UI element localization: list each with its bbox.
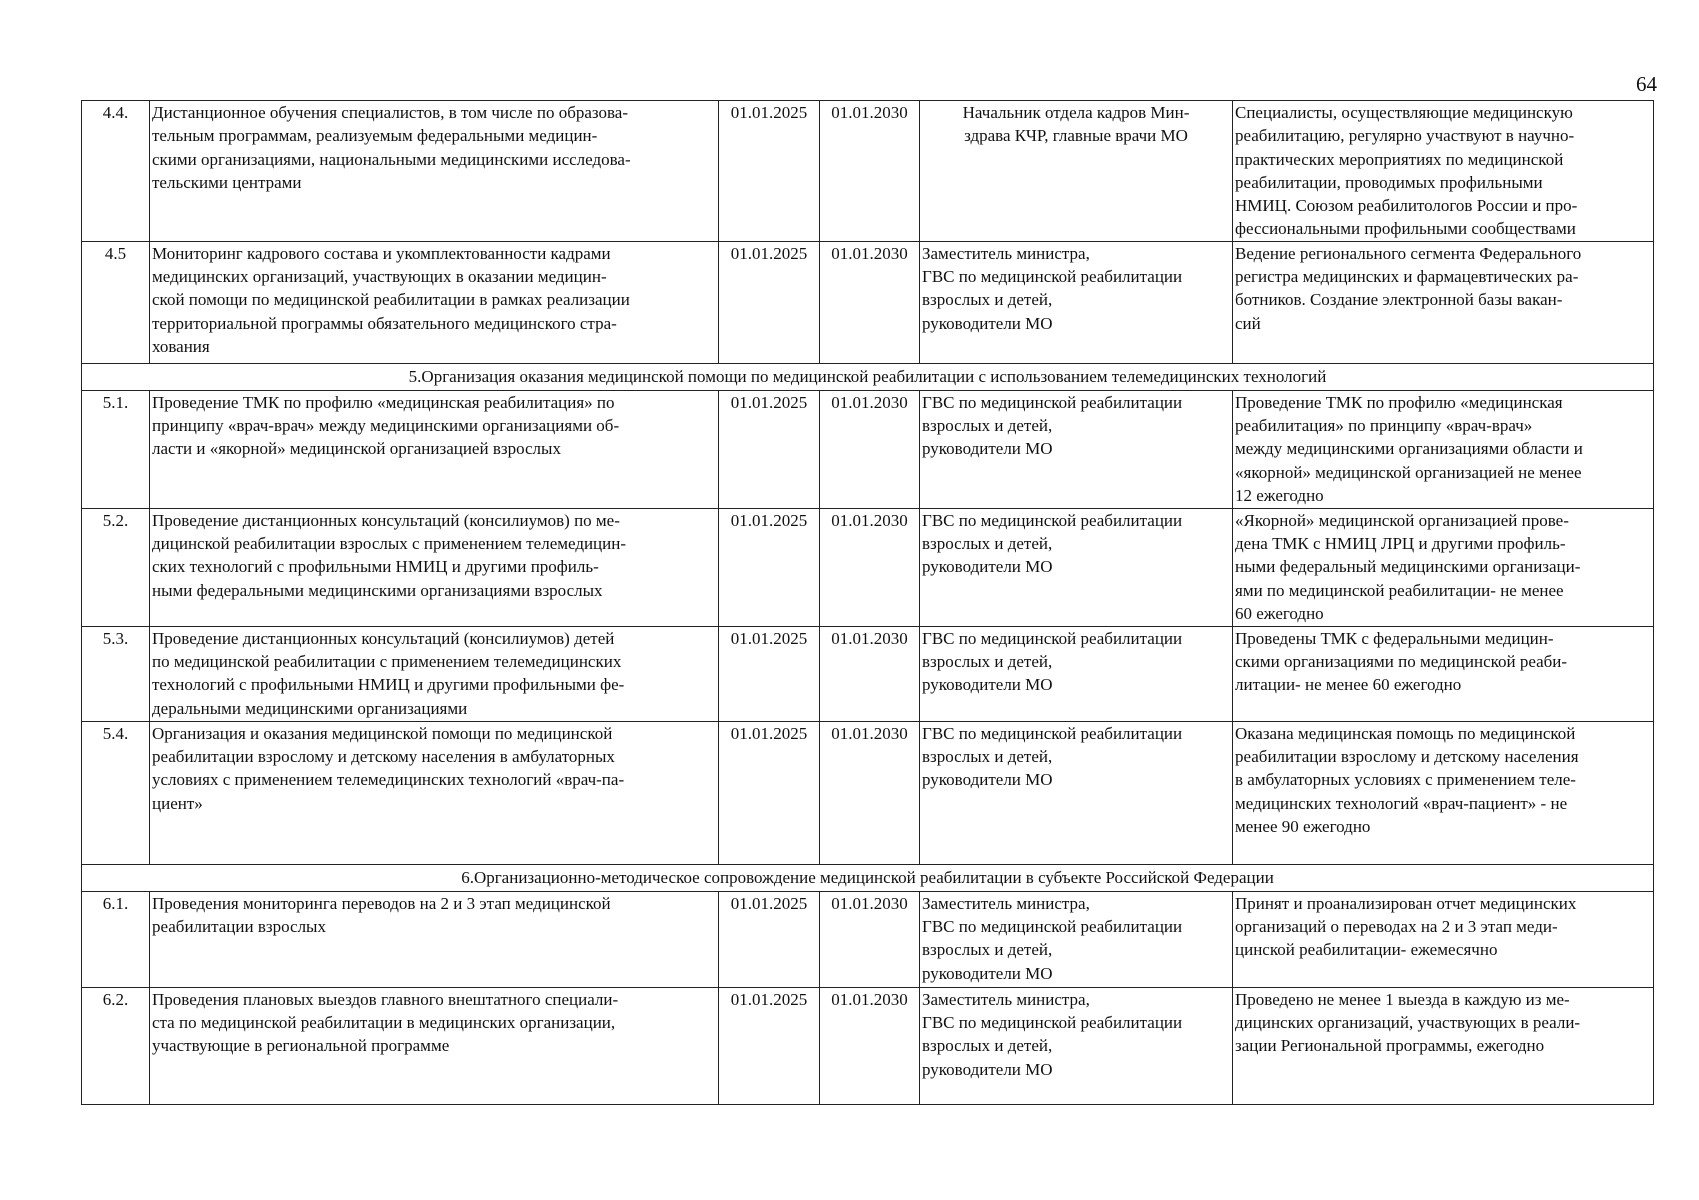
table-row: [82, 101, 1654, 242]
responsible: ГВС по медицинской реабилитации взрослых и детей, руководители МО: [920, 390, 1233, 508]
responsible: ГВС по медицинской реабилитации взрослых и детей, руководители МО: [920, 721, 1233, 864]
expected-result: Проведены ТМК с федеральными медицин- скими организациями по медицинской реаби- литации- не менее 60 ежегодно: [1233, 626, 1654, 721]
start-date: 01.01.2025: [719, 241, 820, 363]
row-number: 4.4.: [82, 101, 150, 242]
responsible: Заместитель министра, ГВС по медицинской реабилитации взрослых и детей, руководители МО: [920, 241, 1233, 363]
expected-result: «Якорной» медицинской организацией прове- дена ТМК с НМИЦ ЛРЦ и другими профиль- ными федеральный медицинскими организаци- ями по медицинской реабилитации- не менее 60 ежегодно: [1233, 508, 1654, 626]
table-row: [82, 626, 1654, 721]
end-date: 01.01.2030: [820, 626, 920, 721]
section-heading: [82, 363, 1654, 390]
expected-result: Оказана медицинская помощь по медицинской реабилитации взрослому и детскому населения в амбулаторных условиях с применением теле- медицинских технологий «врач-пациент» - не менее 90 ежегодно: [1233, 721, 1654, 864]
section-title: 5.Организация оказания медицинской помощи по медицинской реабилитации с использованием телемедицинских технологий: [82, 363, 1654, 390]
responsible: ГВС по медицинской реабилитации взрослых и детей, руководители МО: [920, 626, 1233, 721]
row-number: 4.5: [82, 241, 150, 363]
end-date: 01.01.2030: [820, 987, 920, 1104]
end-date: 01.01.2030: [820, 241, 920, 363]
table-row: [82, 891, 1654, 987]
table-row: [82, 508, 1654, 626]
start-date: 01.01.2025: [719, 101, 820, 242]
start-date: 01.01.2025: [719, 891, 820, 987]
activity-name: Проведения плановых выездов главного внештатного специали- ста по медицинской реабилитации в медицинских организации, участвующие в региональной программе: [150, 987, 719, 1104]
activity-name: Проведение дистанционных консультаций (консилиумов) детей по медицинской реабилитации с применением телемедицинских технологий с профильными НМИЦ и другими профильными фе- деральными медицинскими организациями: [150, 626, 719, 721]
activity-name: Проведения мониторинга переводов на 2 и 3 этап медицинской реабилитации взрослых: [150, 891, 719, 987]
start-date: 01.01.2025: [719, 390, 820, 508]
activity-name: Проведение ТМК по профилю «медицинская реабилитация» по принципу «врач-врач» между медицинскими организациями об- ласти и «якорной» медицинской организацией взрослых: [150, 390, 719, 508]
end-date: 01.01.2030: [820, 891, 920, 987]
expected-result: Ведение регионального сегмента Федерального регистра медицинских и фармацевтических ра- ботников. Создание электронной базы вакан- сий: [1233, 241, 1654, 363]
start-date: 01.01.2025: [719, 987, 820, 1104]
row-number: 5.2.: [82, 508, 150, 626]
table-row: [82, 390, 1654, 508]
activity-name: Проведение дистанционных консультаций (консилиумов) по ме- дицинской реабилитации взрослых с применением телемедицин- ских технологий с профильными НМИЦ и другими профиль- ными федеральными медицинскими организациями взрослых: [150, 508, 719, 626]
expected-result: Специалисты, осуществляющие медицинскую реабилитацию, регулярно участвуют в научно- практических мероприятиях по медицинской реабилитации, проводимых профильными НМИЦ. Союзом реабилитологов России и про- фессиональными профильными сообществами: [1233, 101, 1654, 242]
responsible: Заместитель министра, ГВС по медицинской реабилитации взрослых и детей, руководители МО: [920, 891, 1233, 987]
expected-result: Проведено не менее 1 выезда в каждую из ме- дицинских организаций, участвующих в реали- зации Региональной программы, ежегодно: [1233, 987, 1654, 1104]
row-number: 6.2.: [82, 987, 150, 1104]
activities-table: [81, 100, 1654, 1105]
section-title: 6.Организационно-методическое сопровождение медицинской реабилитации в субъекте Российской Федерации: [82, 864, 1654, 891]
row-number: 5.3.: [82, 626, 150, 721]
row-number: 5.4.: [82, 721, 150, 864]
page-number: 64: [1636, 72, 1657, 96]
table-row: [82, 987, 1654, 1104]
activity-name: Мониторинг кадрового состава и укомплектованности кадрами медицинских организаций, участвующих в оказании медицин- ской помощи по медицинской реабилитации в рамках реализации территориальной программы обязательного медицинского стра- хования: [150, 241, 719, 363]
row-number: 5.1.: [82, 390, 150, 508]
expected-result: Проведение ТМК по профилю «медицинская реабилитация» по принципу «врач-врач» между медицинскими организациями области и «якорной» медицинской организацией не менее 12 ежегодно: [1233, 390, 1654, 508]
responsible: Заместитель министра, ГВС по медицинской реабилитации взрослых и детей, руководители МО: [920, 987, 1233, 1104]
start-date: 01.01.2025: [719, 626, 820, 721]
row-number: 6.1.: [82, 891, 150, 987]
end-date: 01.01.2030: [820, 721, 920, 864]
table-row: [82, 241, 1654, 363]
end-date: 01.01.2030: [820, 101, 920, 242]
table-row: [82, 721, 1654, 864]
activity-name: Дистанционное обучения специалистов, в том числе по образова- тельным программам, реализуемым федеральными медицин- скими организациями, национальными медицинскими исследова- тельскими центрами: [150, 101, 719, 242]
start-date: 01.01.2025: [719, 721, 820, 864]
start-date: 01.01.2025: [719, 508, 820, 626]
responsible: ГВС по медицинской реабилитации взрослых и детей, руководители МО: [920, 508, 1233, 626]
section-heading: [82, 864, 1654, 891]
activity-name: Организация и оказания медицинской помощи по медицинской реабилитации взрослому и детскому населения в амбулаторных условиях с применением телемедицинских технологий «врач-па- циент»: [150, 721, 719, 864]
responsible: Начальник отдела кадров Мин- здрава КЧР, главные врачи МО: [920, 101, 1233, 242]
end-date: 01.01.2030: [820, 508, 920, 626]
expected-result: Принят и проанализирован отчет медицинских организаций о переводах на 2 и 3 этап меди- цинской реабилитации- ежемесячно: [1233, 891, 1654, 987]
end-date: 01.01.2030: [820, 390, 920, 508]
